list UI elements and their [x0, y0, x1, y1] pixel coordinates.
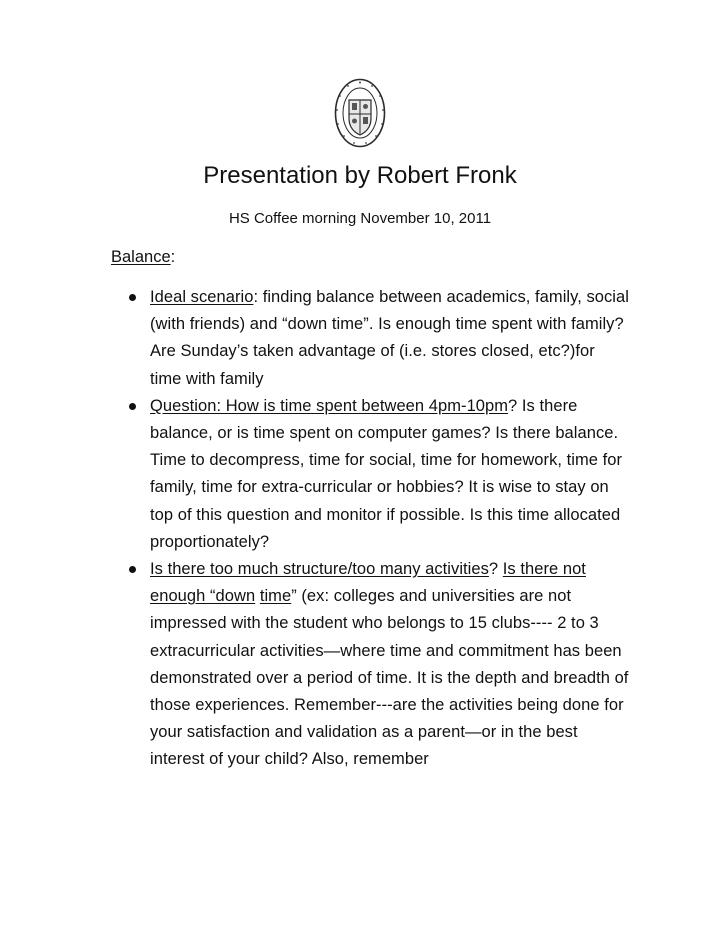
bullet-icon — [129, 403, 136, 410]
section-heading-text: Balance — [111, 248, 171, 266]
list-item-lead: Is there too much structure/too many activities — [150, 560, 489, 579]
list-item-body: ” (ex: colleges and universities are not impressed with the student who belongs to 15 clubs---- 2 to 3 extracurricular activities—where time and commitment has been demonstrated over a period of time. It is the depth and breadth of those experiences. Remember---are the activities being done for your satisfaction and validation as a parent—or in the best interest of your child? Also, remember — [150, 587, 629, 769]
list-item — [129, 556, 629, 774]
list-item-lead-secondary: Is there not enough “down — [150, 560, 586, 606]
document-subtitle: HS Coffee morning November 10, 2011 — [228, 210, 492, 227]
bullet-icon — [129, 294, 136, 301]
list-item-lead-tertiary: time — [259, 587, 292, 606]
list-item-text — [150, 393, 629, 556]
section-heading-colon: : — [170, 248, 176, 266]
list-item-text — [150, 556, 629, 774]
list-item-body: ? Is there balance, or is time spent on computer games? Is there balance. Time to decompress, time for social, time for homework, time for family, time for extra-curricular or hobbies? It is wise to stay on top of this question and monitor if possible. Is this time allocated proportionately? — [150, 396, 623, 551]
bullet-list — [129, 284, 629, 774]
list-item-text — [150, 284, 629, 393]
list-item-lead: Ideal scenario — [150, 288, 254, 306]
document-title: Presentation by Robert Fronk — [203, 162, 517, 189]
school-crest-logo — [334, 78, 386, 148]
list-item — [129, 393, 629, 556]
bullet-icon — [129, 566, 136, 573]
list-item-body: : finding balance between academics, family, social (with friends) and “down time”. Is enough time spent with family? Are Sunday’s taken advantage of (i.e. stores closed, etc?)for time with family — [150, 288, 629, 388]
list-item-separator: ? — [488, 560, 503, 579]
list-item-lead: Question: How is time spent between 4pm-10pm — [150, 396, 509, 415]
section-heading — [111, 245, 175, 269]
list-item — [129, 284, 629, 393]
